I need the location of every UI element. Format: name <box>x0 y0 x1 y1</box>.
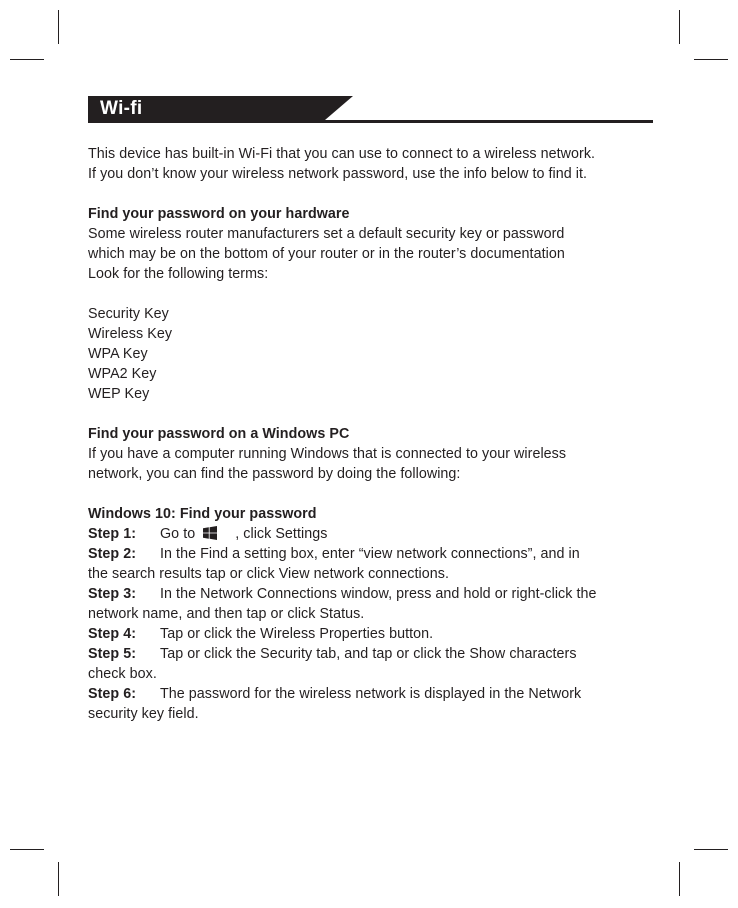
step-5 <box>88 644 654 664</box>
step-1 <box>88 524 654 544</box>
step-6 <box>88 684 654 704</box>
hardware-line: Look for the following terms: <box>88 266 269 282</box>
step-text: Tap or click the Security tab, and tap or click the Show characters <box>160 646 577 662</box>
term-item: Wireless Key <box>88 326 173 342</box>
step-label: Step 3: <box>88 586 137 602</box>
intro-line: This device has built-in Wi-Fi that you can use to connect to a wireless network. <box>88 146 596 162</box>
step-6-cont: security key field. <box>88 706 199 722</box>
step-5-cont: check box. <box>88 666 157 682</box>
section-title: Wi-fi <box>100 98 143 119</box>
step-3 <box>88 584 654 604</box>
crop-mark <box>694 849 728 850</box>
windows-pc-section <box>88 424 654 484</box>
intro-line: If you don’t know your wireless network password, use the info below to find it. <box>88 166 588 182</box>
step-label: Step 4: <box>88 626 137 642</box>
hardware-heading: Find your password on your hardware <box>88 206 350 222</box>
crop-mark <box>679 10 680 44</box>
windows-pc-line: If you have a computer running Windows that is connected to your wireless <box>88 446 567 462</box>
crop-mark <box>10 59 44 60</box>
step-text: , click Settings <box>235 526 328 542</box>
step-label: Step 2: <box>88 546 137 562</box>
step-4 <box>88 624 654 644</box>
windows-pc-line: network, you can find the password by doing the following: <box>88 466 461 482</box>
term-item: WEP Key <box>88 386 150 402</box>
step-2-cont: the search results tap or click View network connections. <box>88 566 449 582</box>
crop-mark <box>10 849 44 850</box>
term-item: WPA2 Key <box>88 366 157 382</box>
crop-mark <box>679 862 680 896</box>
hardware-line: Some wireless router manufacturers set a default security key or password <box>88 226 565 242</box>
step-text: In the Find a setting box, enter “view network connections”, and in <box>160 546 580 562</box>
crop-mark <box>58 10 59 44</box>
hardware-line: which may be on the bottom of your router or in the router’s documentation <box>88 246 565 262</box>
step-label: Step 1: <box>88 526 137 542</box>
step-text: In the Network Connections window, press and hold or right-click the <box>160 586 597 602</box>
crop-mark <box>694 59 728 60</box>
windows10-section <box>88 504 654 724</box>
windows10-heading: Windows 10: Find your password <box>88 506 317 522</box>
section-header <box>88 96 653 124</box>
hardware-section <box>88 204 654 284</box>
step-text: Go to <box>160 526 196 542</box>
step-label: Step 5: <box>88 646 137 662</box>
term-item: WPA Key <box>88 346 148 362</box>
windows-pc-heading: Find your password on a Windows PC <box>88 426 350 442</box>
term-item: Security Key <box>88 306 169 322</box>
intro-paragraph <box>88 144 654 184</box>
crop-mark <box>58 862 59 896</box>
page-body <box>88 144 654 724</box>
step-2 <box>88 544 654 564</box>
terms-list <box>88 304 654 404</box>
step-text: The password for the wireless network is displayed in the Network <box>160 686 582 702</box>
windows-logo-icon <box>203 526 217 540</box>
step-text: Tap or click the Wireless Properties button. <box>160 626 434 642</box>
step-label: Step 6: <box>88 686 137 702</box>
section-header-banner <box>88 96 653 124</box>
step-3-cont: network name, and then tap or click Status. <box>88 606 365 622</box>
